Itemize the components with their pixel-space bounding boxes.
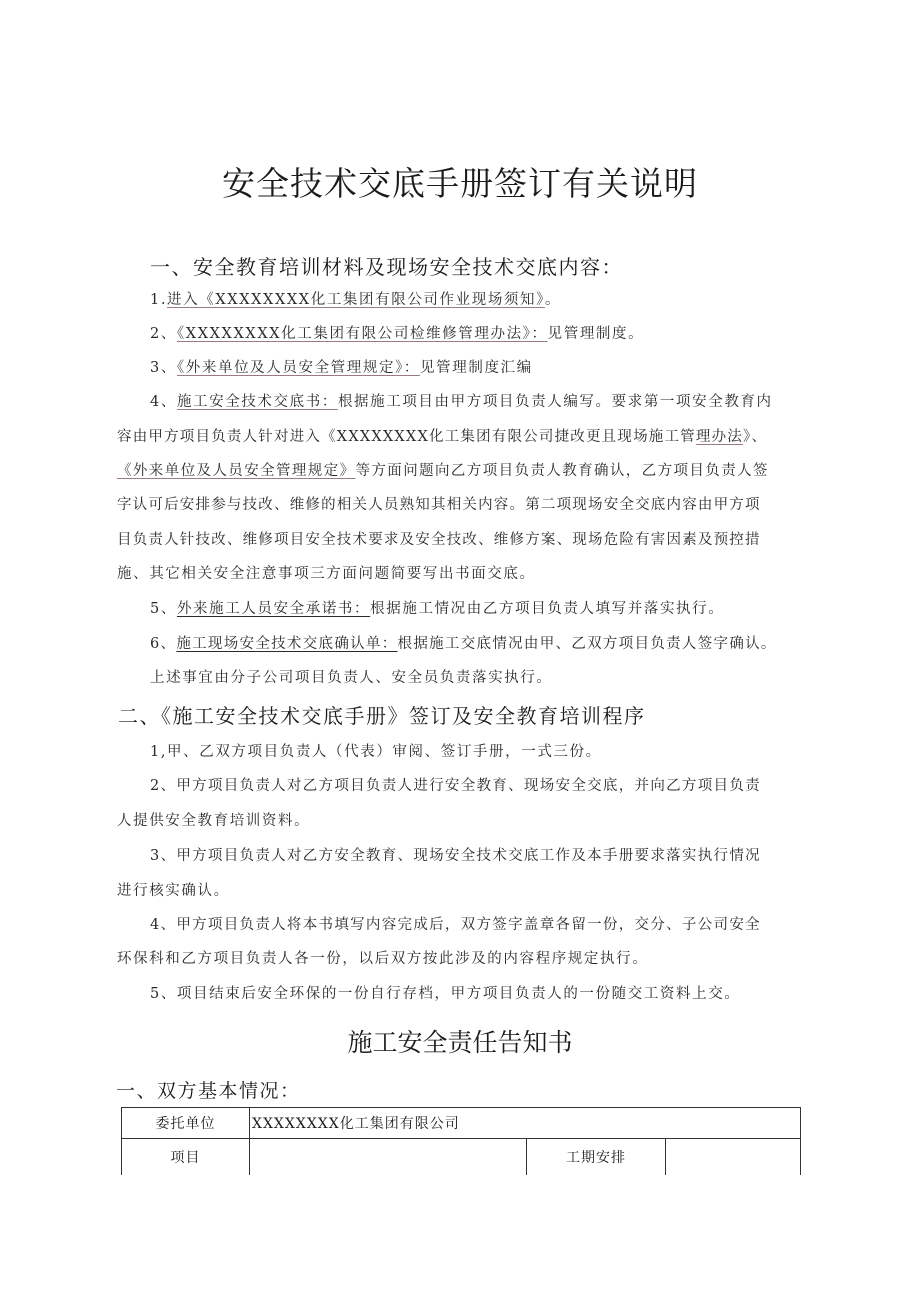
section2-paragraph-3-line-1: 3、甲方项目负责人对乙方安全教育、现场安全技术交底工作及本手册要求落实执行情况 (150, 848, 761, 864)
section1-item-4-line-6: 施、其它相关安全注意事项三方面问题简要写出书面交底。 (117, 566, 536, 582)
section1-item-4-line-3 (117, 459, 769, 480)
item4-doc-reference: 施工安全技术交底书： (176, 394, 338, 410)
section1-item-4-line-5: 目负责人针技改、维修项目安全技术要求及安全技改、维修方案、现场危险有害因素及预控措 (117, 532, 761, 548)
section1-item-1 (150, 288, 561, 309)
item6-prefix: 6、 (150, 636, 177, 652)
item6-doc-reference: 施工现场安全技术交底确认单： (176, 636, 398, 652)
table-cell-label: 工期安排 (527, 1139, 666, 1176)
section1-closing: 上述事宜由分子公司项目负责人、安全员负责落实执行。 (150, 670, 553, 686)
section1-item-2 (150, 322, 644, 343)
item6-suffix: 根据施工交底情况由甲、乙双方项目负责人签字确认。 (397, 636, 777, 652)
section2-paragraph-1: 1,甲、乙双方项目负责人（代表）审阅、签订手册，一式三份。 (150, 744, 602, 760)
item1-prefix: 1. (150, 292, 168, 308)
item4-prefix: 4、 (150, 394, 177, 410)
document-title: 安全技术交底手册签订有关说明 (222, 164, 698, 203)
parties-info-table (121, 1107, 801, 1175)
item2-suffix: 见管理制度。 (547, 326, 645, 342)
section2-paragraph-4-line-1: 4、甲方项目负责人将本书填写内容完成后，双方签字盖章各留一份，交分、子公司安全 (150, 917, 761, 933)
item3-doc-reference: 《外来单位及人员安全管理规定》： (176, 360, 421, 376)
section1-item-4-line-4: 字认可后安排参与技改、维修的相关人员熟知其相关内容。第二项现场安全交底内容由甲方项 (117, 497, 761, 513)
table-row (122, 1139, 801, 1176)
notice-title: 施工安全责任告知书 (347, 1028, 573, 1057)
item3-prefix: 3、 (150, 360, 177, 376)
table-cell-value (666, 1139, 801, 1176)
item4-doc-reference: 《外来单位及人员安全管理规定》 (117, 463, 356, 479)
table-cell-value (250, 1139, 527, 1176)
section1-heading: 一、安全教育培训材料及现场安全技术交底内容： (150, 255, 623, 279)
table-cell-label: 项目 (122, 1139, 250, 1176)
table-cell-value: XXXXXXXX化工集团有限公司 (250, 1108, 801, 1139)
item1-doc-reference: 进入《XXXXXXXX化工集团有限公司作业现场须知》 (167, 292, 545, 308)
table-cell-label: 委托单位 (122, 1108, 250, 1139)
item5-suffix: 根据施工情况由乙方项目负责人填写并落实执行。 (370, 601, 725, 617)
item3-suffix: 见管理制度汇编 (420, 360, 533, 376)
section2-paragraph-3-line-2: 进行核实确认。 (117, 883, 230, 899)
notice-section-heading: 一、双方基本情况： (116, 1080, 301, 1102)
section1-item-5 (150, 597, 724, 618)
item5-prefix: 5、 (150, 601, 177, 617)
section1-item-4-line-2 (117, 425, 767, 446)
item4-text: 根据施工项目由甲方项目负责人编写。要求第一项安全教育内 (337, 394, 773, 410)
section2-paragraph-2-line-2: 人提供安全教育培训资料。 (117, 813, 311, 829)
section2-paragraph-5: 5、项目结束后安全环保的一份自行存档，甲方项目负责人的一份随交工资料上交。 (150, 986, 741, 1002)
item4-text: 容由甲方项目负责人针对进入《XXXXXXXX化工集团有限公司捷改更且现场施工管 (117, 429, 696, 445)
section2-heading: 二、《施工安全技术交底手册》签订及安全教育培训程序 (118, 704, 646, 728)
section1-item-6 (150, 632, 777, 653)
item4-text: 等方面问题向乙方项目负责人教育确认，乙方项目负责人签 (355, 463, 769, 479)
item2-prefix: 2、 (150, 326, 177, 342)
item4-text: 》、 (743, 429, 768, 445)
item1-suffix: 。 (544, 292, 562, 308)
section1-item-4-line-1 (150, 390, 773, 411)
item4-underlined-text: 理办法 (695, 429, 743, 445)
item2-doc-reference: 《XXXXXXXX化工集团有限公司检维修管理办法》： (176, 326, 548, 342)
table-row (122, 1108, 801, 1139)
item5-doc-reference: 外来施工人员安全承诺书： (176, 601, 371, 617)
section2-paragraph-4-line-2: 环保科和乙方项目负责人各一份，以后双方按此涉及的内容程序规定执行。 (117, 951, 649, 967)
section2-paragraph-2-line-1: 2、甲方项目负责人对乙方项目负责人进行安全教育、现场安全交底，并向乙方项目负责 (150, 778, 761, 794)
section1-item-3 (150, 356, 533, 377)
